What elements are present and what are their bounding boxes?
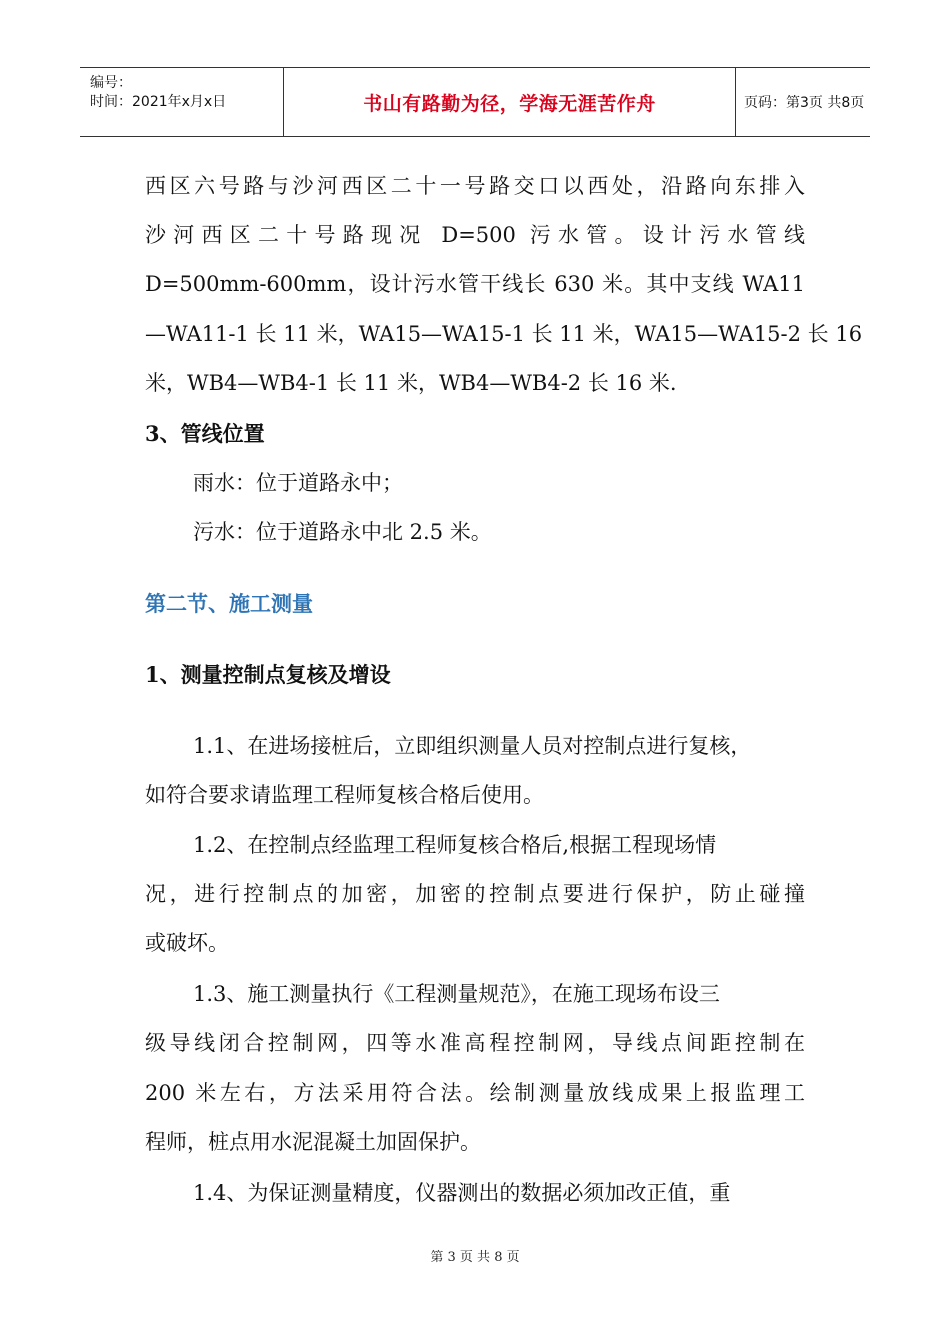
paragraph-line: 沙河西区二十号路现况 D=500 污水管。设计污水管线 [145, 223, 805, 247]
subsection-heading: 1、测量控制点复核及增设 [145, 662, 391, 687]
header-table [80, 67, 870, 137]
paragraph-line: 如符合要求请监理工程师复核合格后使用。 [145, 783, 544, 807]
paragraph-line: 级导线闭合控制网，四等水准高程控制网，导线点间距控制在 [145, 1031, 805, 1055]
paragraph-line: 1.4、为保证测量精度，仪器测出的数据必须加改正值，重 [193, 1181, 731, 1205]
paragraph-line: 200 米左右，方法采用符合法。绘制测量放线成果上报监理工 [145, 1081, 805, 1105]
paragraph-line: 1.2、在控制点经监理工程师复核合格后,根据工程现场情 [193, 833, 717, 857]
paragraph-line: 1.3、施工测量执行《工程测量规范》，在施工现场布设三 [193, 982, 720, 1006]
paragraph-line: 米，WB4—WB4-1 长 11 米，WB4—WB4-2 长 16 米. [145, 371, 677, 395]
header-center-cell [283, 68, 736, 136]
heading-pipeline-location: 3、管线位置 [145, 421, 265, 446]
sewage-position: 污水：位于道路永中北 2.5 米。 [193, 520, 492, 544]
paragraph-line: 况，进行控制点的加密，加密的控制点要进行保护，防止碰撞 [145, 882, 805, 906]
paragraph-line: D=500mm-600mm，设计污水管干线长 630 米。其中支线 WA11 [145, 272, 805, 296]
paragraph-line: 1.1、在进场接桩后，立即组织测量人员对控制点进行复核， [193, 734, 752, 758]
paragraph-line: 程师，桩点用水泥混凝土加固保护。 [145, 1130, 481, 1154]
header-motto: 书山有路勤为径，学海无涯苦作舟 [363, 92, 656, 115]
section-heading: 第二节、施工测量 [145, 591, 313, 616]
page-footer: 第 3 页 共 8 页 [430, 1250, 520, 1265]
header-left-cell [80, 68, 283, 136]
paragraph-line: 或破坏。 [145, 931, 229, 955]
header-page-info: 页码：第3页 共8页 [744, 95, 865, 111]
paragraph-line: 西区六号路与沙河西区二十一号路交口以西处，沿路向东排入 [145, 174, 805, 198]
rainwater-position: 雨水：位于道路永中； [193, 471, 403, 495]
header-right-cell [736, 68, 870, 136]
document-date: 时间：2021年x月x日 [90, 94, 227, 110]
document-number-label: 编号： [90, 75, 132, 91]
paragraph-line: —WA11-1 长 11 米，WA15—WA15-1 长 11 米，WA15—WA15-2 长 16 [145, 322, 863, 346]
